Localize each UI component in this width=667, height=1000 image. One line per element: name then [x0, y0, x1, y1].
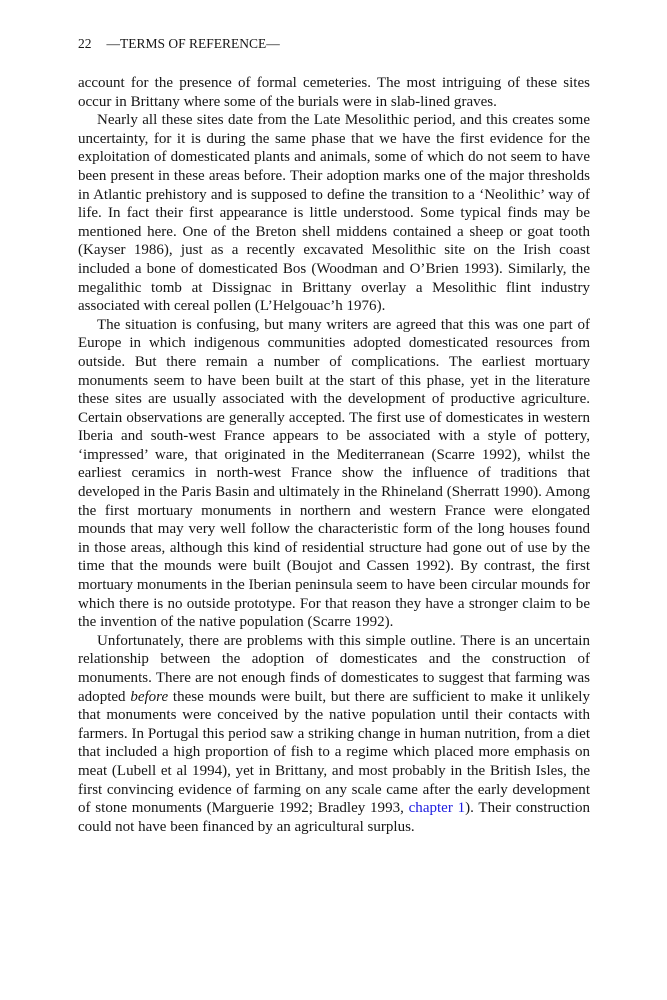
paragraph-text: Nearly all these sites date from the Late Mesolithic period, and this creates some uncertainty, for it is during the same phase that we have the first evidence for the exploitation of domesticated plants and animals, some of which do not seem to have been present in these areas before. Their adoption marks one of the major thresholds in Atlantic prehistory and is supposed to define the transition to a ‘Neolithic’ way of life. In fact their first appearance is little understood. Some typical finds may be mentioned here. One of the Breton shell middens contained a sheep or goat tooth (Kayser 1986), just as a recently excavated Mesolithic site on the Irish coast included a bone of domesticated Bos (Woodman and O’Brien 1993). Similarly, the megalithic tomb at Dissignac in Brittany overlay a Mesolithic flint industry associated with cereal pollen (L’Helgouac’h 1976). — [78, 112, 590, 315]
paragraph-text: account for the presence of formal cemeteries. The most intriguing of these sites occur in Brittany where some of the burials were in slab-lined graves. — [78, 75, 590, 110]
emphasized-word: before — [130, 688, 169, 705]
paragraph-text: these mounds were built, but there are sufficient to make it unlikely that monuments were conceived by the native population until their contacts with farmers. In Portugal this period saw a striking change in human nutrition, from a diet that included a high proportion of fish to a regime which placed more emphasis on meat (Lubell et al 1994), yet in Brittany, and most probably in the British Isles, the first convincing evidence of farming on any scale came after the early development of stone monuments (Marguerie 1992; Bradley 1993, — [78, 688, 590, 817]
paragraph-text: ). Their construction could not have been financed by an agricultural surplus. — [78, 800, 590, 835]
page-header — [78, 36, 590, 52]
paragraph — [78, 316, 590, 632]
chapter-1-link[interactable]: chapter 1 — [408, 800, 466, 817]
paragraph — [78, 74, 590, 111]
page-number: 22 — [78, 36, 92, 51]
page-body — [78, 74, 590, 836]
paragraph — [78, 111, 590, 316]
paragraph-text: The situation is confusing, but many writers are agreed that this was one part of Europe in which indigenous communities adopted domesticated resources from outside. But there remain a number of complications. The earliest mortuary monuments seem to have been built at the start of this phase, yet in the literature these sites are usually associated with the development of productive agriculture. Certain observations are generally accepted. The first use of domesticates in western Iberia and south-west France appears to be associated with a style of pottery, ‘impressed’ ware, that originated in the Mediterranean (Scarre 1992), whilst the earliest ceramics in north-west France show the influence of traditions that developed in the Paris Basin and ultimately in the Rhineland (Sherratt 1990). Among the first mortuary monuments in northern and western France were elongated mounds that may very well follow the characteristic form of the long houses found in those areas, although this kind of residential structure had gone out of use by the time that the mounds were built (Boujot and Cassen 1992). By contrast, the first mortuary monuments in the Iberian peninsula seem to have been circular mounds for which there is no outside prototype. For that reason they have a stronger claim to be the invention of the native population (Scarre 1992). — [78, 316, 590, 631]
paragraph-text: Unfortunately, there are problems with this simple outline. There is an uncertain relationship between the adoption of domesticates and the construction of monuments. There are not enough finds of domesticates to suggest that farming was adopted — [78, 632, 590, 705]
running-title: —TERMS OF REFERENCE— — [106, 36, 280, 51]
paragraph — [78, 632, 590, 837]
